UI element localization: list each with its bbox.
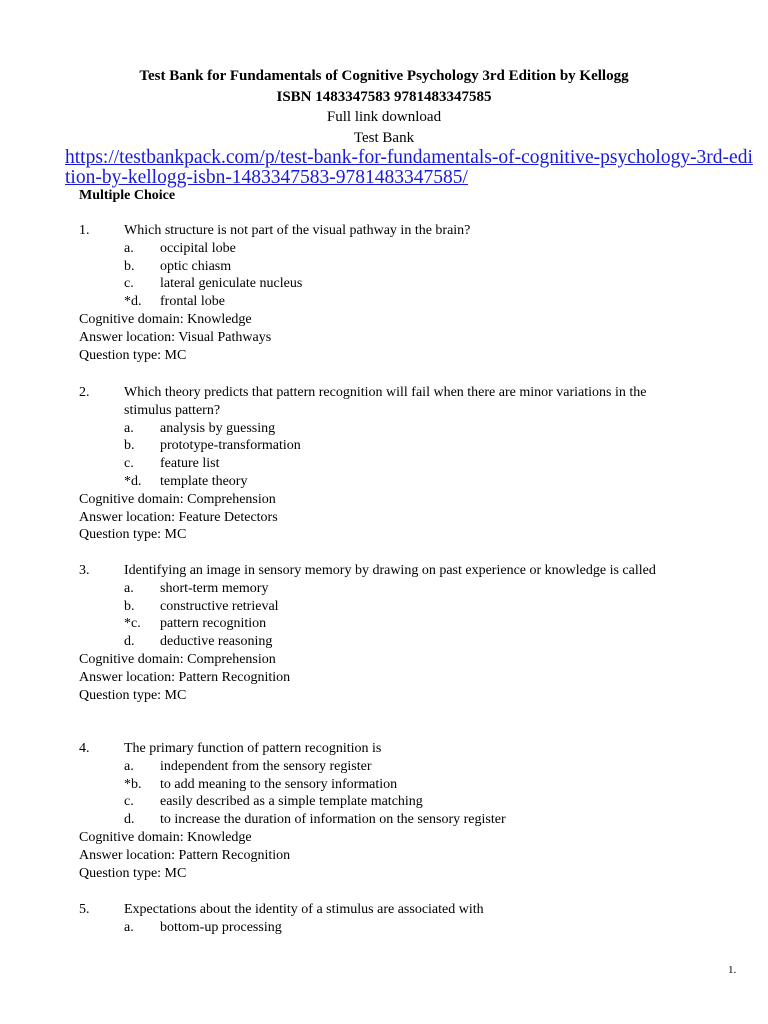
question-text: Expectations about the identity of a stimulus are associated with xyxy=(124,902,484,917)
answer-option xyxy=(79,580,679,598)
option-text: constructive retrieval xyxy=(160,598,279,614)
question-type: Question type: MC xyxy=(79,687,187,703)
answer-option xyxy=(79,240,679,258)
option-text: deductive reasoning xyxy=(160,634,273,650)
option-text: frontal lobe xyxy=(160,294,225,310)
option-key: *b. xyxy=(124,776,142,792)
option-key: d. xyxy=(124,812,135,828)
answer-option xyxy=(79,455,679,473)
option-key: *d. xyxy=(124,294,142,310)
question-text: Identifying an image in sensory memory by drawing on past experience or knowledge is called xyxy=(124,563,656,578)
page-number: 1. xyxy=(728,964,737,976)
question-number: 1. xyxy=(79,223,90,238)
cognitive-domain: Cognitive domain: Comprehension xyxy=(79,651,276,667)
answer-option xyxy=(79,758,679,776)
option-text: to increase the duration of information on the sensory register xyxy=(160,812,506,828)
option-key: a. xyxy=(124,580,134,596)
option-text: short-term memory xyxy=(160,580,269,596)
answer-option xyxy=(79,258,679,276)
answer-location: Answer location: Pattern Recognition xyxy=(79,847,291,863)
question-type: Question type: MC xyxy=(79,865,187,881)
option-key: *c. xyxy=(124,616,141,632)
question-stem xyxy=(79,562,679,580)
answer-option xyxy=(79,776,679,794)
option-key: c. xyxy=(124,456,134,472)
test-bank-label: Test Bank xyxy=(353,130,415,146)
question-block xyxy=(79,562,679,704)
question-block xyxy=(79,740,679,882)
option-key: *d. xyxy=(124,473,142,489)
option-text: easily described as a simple template matching xyxy=(160,794,423,810)
option-text: independent from the sensory register xyxy=(160,758,372,774)
option-text: optic chiasm xyxy=(160,258,232,274)
option-text: prototype-transformation xyxy=(160,438,301,454)
download-link[interactable]: https://testbankpack.com/p/test-bank-for-fundamentals-of-cognitive-psychology-3rd-edition-by-kellogg-isbn-1483347583-9781483347585/ xyxy=(65,147,753,188)
option-key: b. xyxy=(124,258,135,274)
question-text: Which theory predicts that pattern recognition will fail when there are minor variations in the stimulus pattern? xyxy=(124,385,647,418)
cognitive-domain: Cognitive domain: Knowledge xyxy=(79,311,252,327)
question-stem xyxy=(79,222,679,240)
cognitive-domain: Cognitive domain: Comprehension xyxy=(79,491,276,507)
question-block xyxy=(79,901,679,937)
option-text: pattern recognition xyxy=(160,616,267,632)
answer-location: Answer location: Feature Detectors xyxy=(79,509,278,525)
question-text: The primary function of pattern recognition is xyxy=(124,741,382,756)
answer-option xyxy=(79,615,679,633)
answer-location: Answer location: Visual Pathways xyxy=(79,329,272,345)
download-label: Full link download xyxy=(326,109,442,125)
answer-option xyxy=(79,437,679,455)
option-key: a. xyxy=(124,919,134,935)
answer-option xyxy=(79,275,679,293)
question-stem xyxy=(79,384,679,420)
option-key: b. xyxy=(124,598,135,614)
question-block xyxy=(79,384,679,544)
question-type: Question type: MC xyxy=(79,347,187,363)
answer-option xyxy=(79,598,679,616)
question-type: Question type: MC xyxy=(79,527,187,543)
question-stem xyxy=(79,740,679,758)
option-key: b. xyxy=(124,438,135,454)
isbn-line: ISBN 1483347583 9781483347585 xyxy=(276,89,492,105)
cognitive-domain: Cognitive domain: Knowledge xyxy=(79,829,252,845)
option-key: a. xyxy=(124,240,134,256)
question-number: 4. xyxy=(79,741,90,756)
question-text: Which structure is not part of the visual pathway in the brain? xyxy=(124,223,471,238)
document-title: Test Bank for Fundamentals of Cognitive Psychology 3rd Edition by Kellogg xyxy=(139,68,629,84)
option-key: c. xyxy=(124,276,134,292)
answer-option xyxy=(79,473,679,491)
question-number: 2. xyxy=(79,385,90,400)
option-key: d. xyxy=(124,634,135,650)
option-text: bottom-up processing xyxy=(160,919,282,935)
answer-option xyxy=(79,919,679,937)
answer-option xyxy=(79,420,679,438)
option-text: to add meaning to the sensory information xyxy=(160,776,398,792)
question-number: 3. xyxy=(79,563,90,578)
answer-option xyxy=(79,633,679,651)
answer-location: Answer location: Pattern Recognition xyxy=(79,669,291,685)
answer-option xyxy=(79,293,679,311)
option-text: template theory xyxy=(160,473,248,489)
option-text: occipital lobe xyxy=(160,240,236,256)
question-stem xyxy=(79,901,679,919)
option-key: a. xyxy=(124,420,134,436)
section-heading: Multiple Choice xyxy=(79,188,176,203)
option-text: feature list xyxy=(160,456,220,472)
option-key: c. xyxy=(124,794,134,810)
answer-option xyxy=(79,811,679,829)
option-text: analysis by guessing xyxy=(160,420,276,436)
question-block xyxy=(79,222,679,364)
question-number: 5. xyxy=(79,902,90,917)
option-key: a. xyxy=(124,758,134,774)
option-text: lateral geniculate nucleus xyxy=(160,276,303,292)
answer-option xyxy=(79,793,679,811)
